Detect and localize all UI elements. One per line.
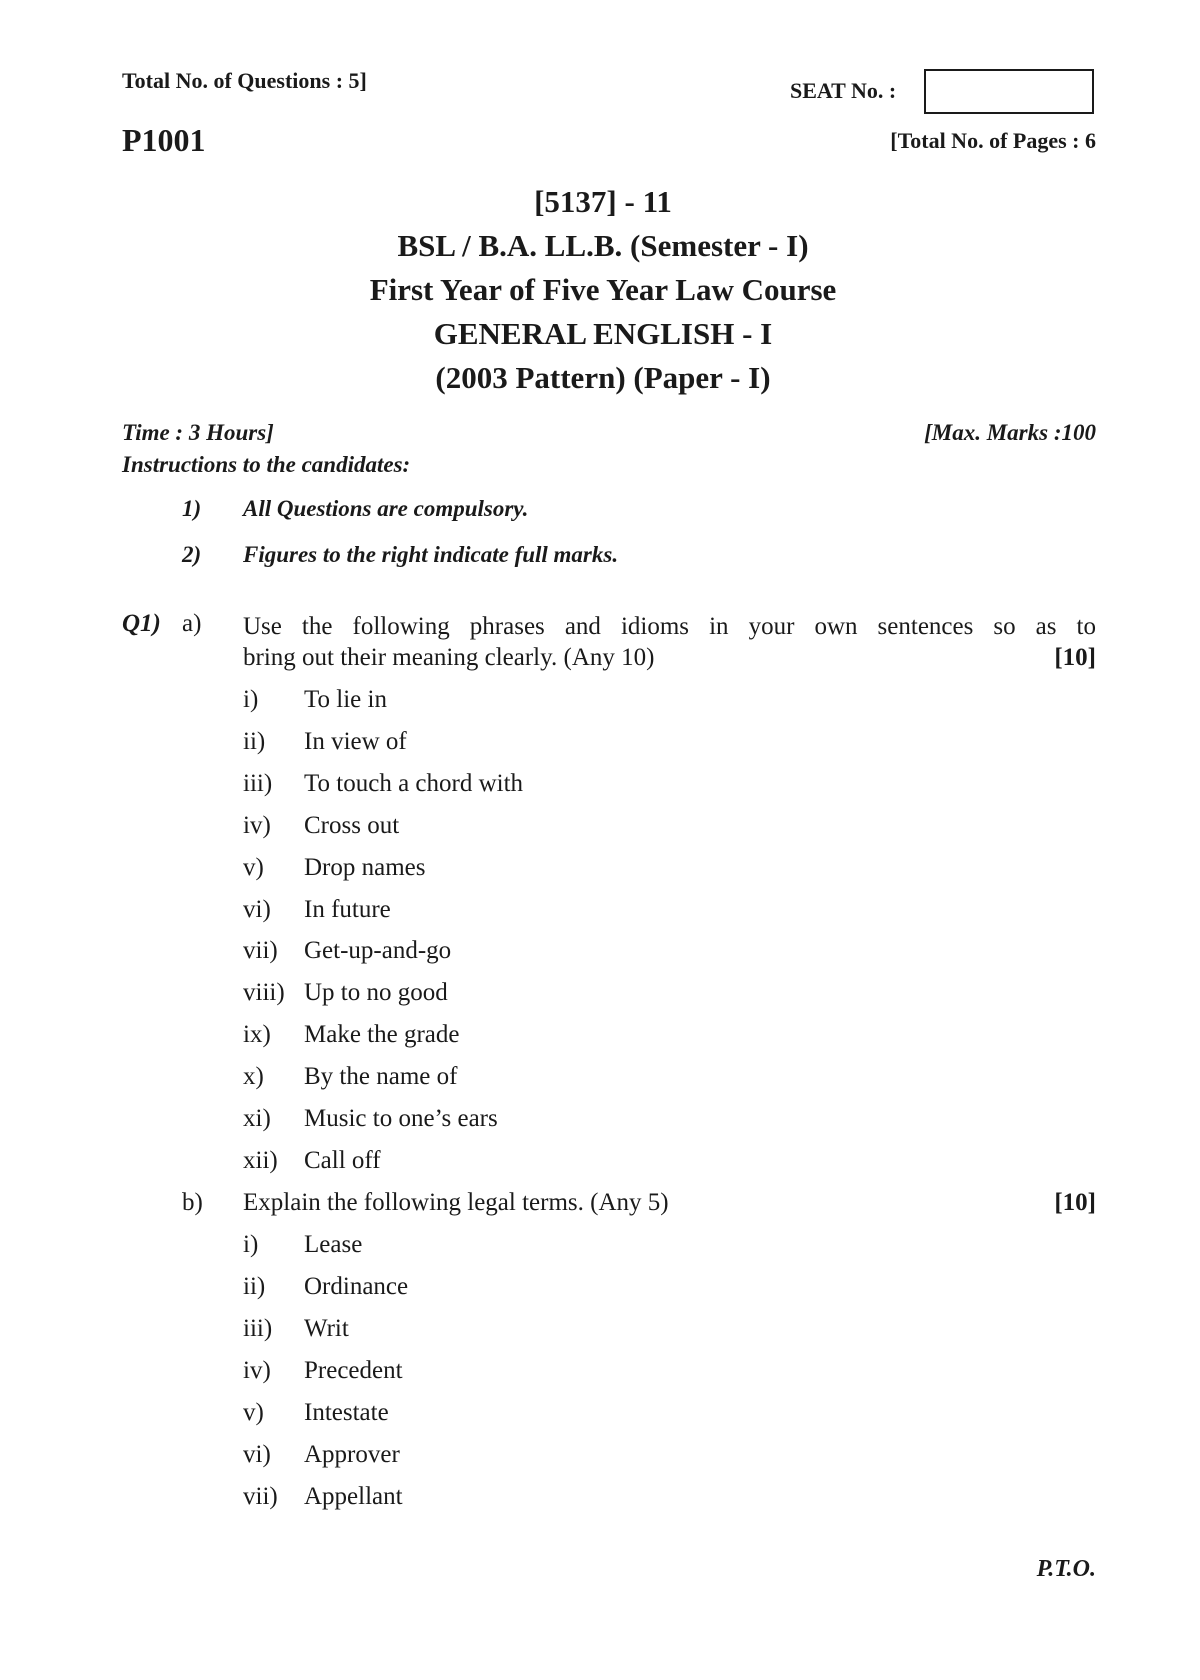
item-text: Ordinance	[304, 1273, 409, 1300]
item-text: Intestate	[304, 1399, 389, 1426]
item-number: ii)	[243, 728, 266, 755]
instruction-number: 1)	[182, 496, 202, 521]
total-pages: [Total No. of Pages : 6	[890, 128, 1096, 153]
title-line-subject: GENERAL ENGLISH - I	[433, 316, 773, 351]
item-number: iii)	[243, 770, 273, 797]
title-line-code: [5137] - 11	[534, 184, 672, 219]
item-text: Up to no good	[304, 979, 448, 1006]
paper-code: P1001	[122, 122, 206, 158]
marks-label: [10]	[1054, 644, 1096, 671]
item-text: Call off	[304, 1147, 381, 1174]
item-number: vii)	[243, 1483, 278, 1510]
item-text: To lie in	[304, 686, 387, 713]
item-number: vii)	[243, 937, 278, 964]
item-number: x)	[243, 1063, 264, 1090]
item-number: iv)	[243, 1357, 271, 1384]
exam-title	[0, 180, 1200, 400]
item-number: iv)	[243, 812, 271, 839]
item-number: vi)	[243, 1441, 271, 1468]
item-text: Appellant	[304, 1483, 403, 1510]
question-label: Q1)	[122, 610, 161, 637]
exam-time: Time : 3 Hours]	[122, 420, 274, 445]
max-marks: [Max. Marks :100	[924, 420, 1096, 445]
item-text: Writ	[304, 1315, 349, 1342]
item-text: Cross out	[304, 812, 400, 839]
item-text: Precedent	[304, 1357, 403, 1384]
marks-label: [10]	[1054, 1189, 1096, 1216]
seat-label: SEAT No. :	[790, 78, 897, 103]
item-number: v)	[243, 1399, 264, 1426]
instruction-text: All Questions are compulsory.	[243, 496, 529, 521]
item-text: In future	[304, 896, 391, 923]
title-line-year: First Year of Five Year Law Course	[369, 272, 837, 307]
part-label: b)	[182, 1189, 203, 1216]
instructions-heading: Instructions to the candidates:	[122, 452, 411, 477]
item-number: ix)	[243, 1021, 271, 1048]
item-text: Lease	[304, 1231, 363, 1258]
item-text: Music to one’s ears	[304, 1105, 498, 1132]
item-number: i)	[243, 1231, 259, 1258]
seat-number-box	[924, 69, 1094, 114]
question-text: Explain the following legal terms. (Any 5)	[243, 1189, 669, 1216]
item-text: To touch a chord with	[304, 770, 524, 797]
item-text: Approver	[304, 1441, 400, 1468]
item-number: iii)	[243, 1315, 273, 1342]
item-text: Make the grade	[304, 1021, 460, 1048]
item-text: In view of	[304, 728, 407, 755]
instruction-text: Figures to the right indicate full marks.	[243, 542, 619, 567]
part-label: a)	[182, 610, 202, 637]
title-line-pattern: (2003 Pattern) (Paper - I)	[435, 360, 771, 395]
question-text: bring out their meaning clearly. (Any 10)	[243, 644, 655, 671]
item-number: viii)	[243, 979, 285, 1006]
item-number: xi)	[243, 1105, 271, 1132]
item-text: Drop names	[304, 854, 426, 881]
item-text: By the name of	[304, 1063, 458, 1090]
item-number: v)	[243, 854, 264, 881]
item-number: ii)	[243, 1273, 266, 1300]
please-turn-over: P.T.O.	[1036, 1556, 1096, 1582]
item-number: vi)	[243, 896, 271, 923]
total-questions: Total No. of Questions : 5]	[122, 68, 367, 93]
question-text: Use the following phrases and idioms in your own sentences so as to	[243, 613, 1096, 640]
item-number: xii)	[243, 1147, 278, 1174]
instruction-number: 2)	[182, 542, 202, 567]
item-text: Get-up-and-go	[304, 937, 452, 964]
title-line-course: BSL / B.A. LL.B. (Semester - I)	[397, 228, 809, 263]
item-number: i)	[243, 686, 259, 713]
